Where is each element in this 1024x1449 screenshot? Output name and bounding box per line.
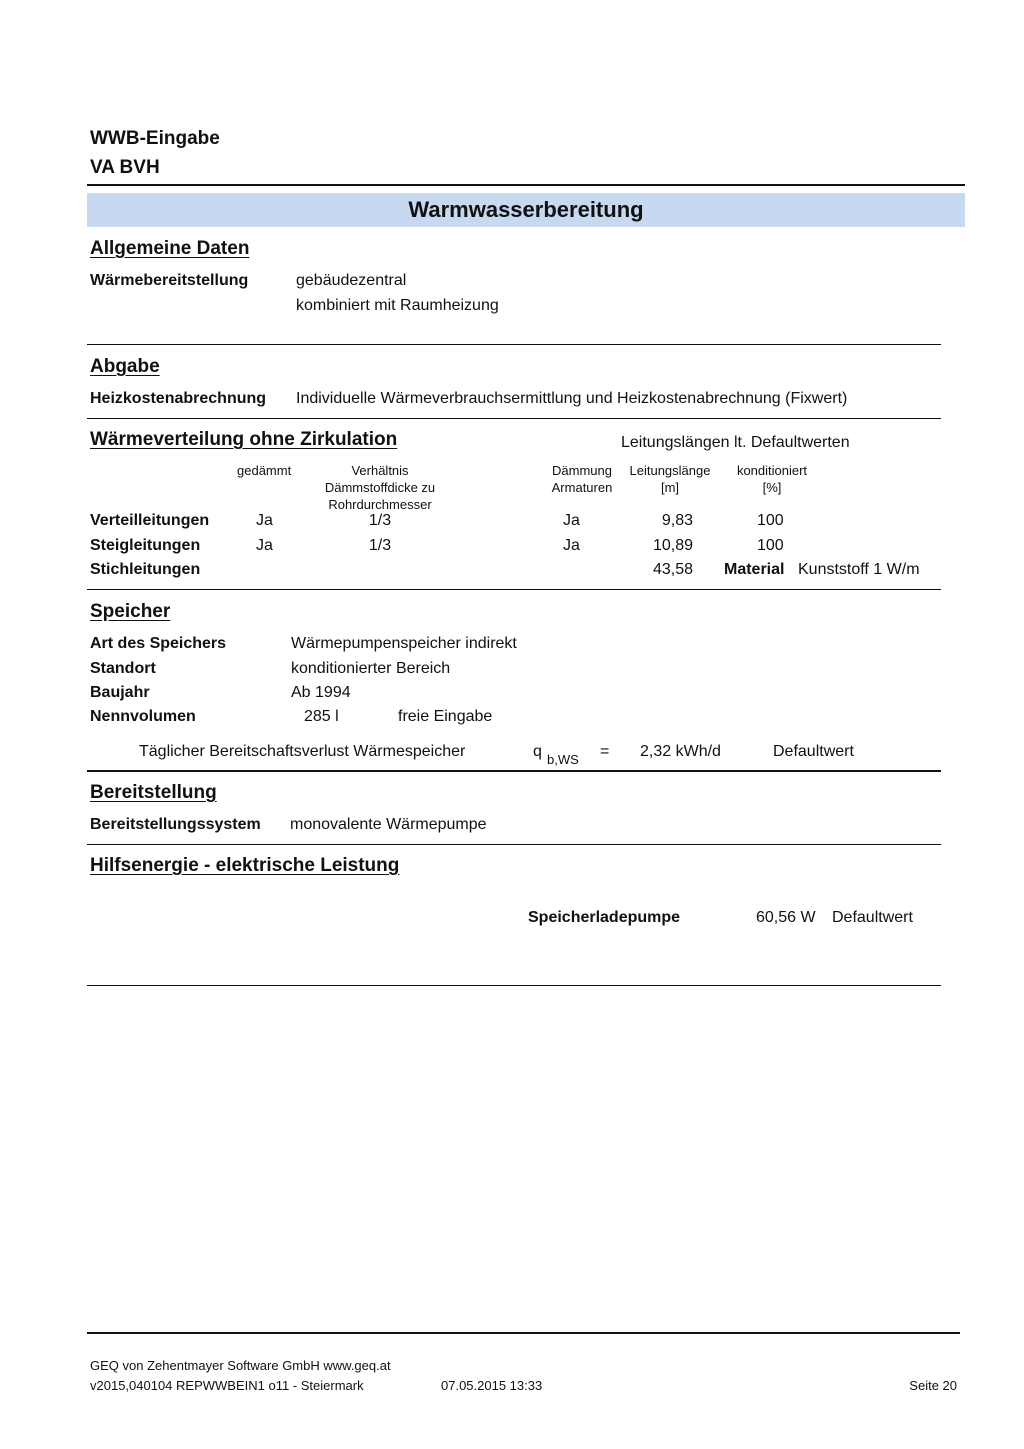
col-header-daemmung: Dämmung	[552, 463, 612, 478]
nennvolumen-label: Nennvolumen	[90, 708, 196, 725]
q-symbol: q	[533, 743, 542, 760]
verlust-value: 2,32 kWh/d	[640, 743, 721, 760]
footer-company: GEQ von Zehentmayer Software GmbH www.geq.at	[90, 1358, 391, 1373]
waermebereitstellung-label: Wärmebereitstellung	[90, 272, 249, 289]
verlust-label: Täglicher Bereitschaftsverlust Wärmespeicher	[139, 743, 466, 760]
nennvolumen-note: freie Eingabe	[398, 708, 493, 725]
nennvolumen-value: 285 l	[304, 708, 339, 725]
col-header-konditioniert-unit: [%]	[762, 480, 782, 495]
bereitstellung-title: Bereitstellung	[90, 782, 217, 803]
row-laenge: 43,58	[652, 561, 693, 578]
row-konditioniert: 100	[757, 537, 784, 554]
col-header-daemmstoffdicke: Dämmstoffdicke zu	[324, 480, 436, 495]
baujahr-label: Baujahr	[90, 684, 150, 701]
heizkostenabrechnung-label: Heizkostenabrechnung	[90, 390, 267, 407]
speicherladepumpe-value: 60,56 W	[756, 909, 816, 926]
section-banner	[87, 193, 965, 227]
divider	[87, 985, 941, 986]
col-header-leitungslaenge-unit: [m]	[660, 480, 680, 495]
material-value: Kunststoff 1 W/m	[798, 561, 920, 578]
project-name: VA BVH	[90, 157, 160, 178]
row-label: Steigleitungen	[90, 537, 201, 554]
verteilung-note: Leitungslängen lt. Defaultwerten	[621, 434, 850, 451]
header-divider	[87, 184, 965, 186]
row-daemmung: Ja	[563, 537, 580, 554]
page-number: Seite 20	[909, 1378, 957, 1393]
speicherladepumpe-note: Defaultwert	[832, 909, 913, 926]
row-gedaemmt: Ja	[256, 512, 273, 529]
row-verhaeltnis: 1/3	[368, 512, 392, 529]
row-label: Stichleitungen	[90, 561, 201, 578]
abgabe-title: Abgabe	[90, 356, 160, 377]
hilfsenergie-title: Hilfsenergie - elektrische Leistung	[90, 855, 400, 876]
divider	[87, 589, 941, 590]
standort-label: Standort	[90, 660, 156, 677]
speicher-title: Speicher	[90, 601, 171, 622]
q-subscript: b,WS	[547, 752, 579, 767]
col-header-armaturen: Armaturen	[551, 480, 613, 495]
speicherladepumpe-label: Speicherladepumpe	[528, 909, 681, 926]
baujahr-value: Ab 1994	[291, 684, 351, 701]
col-header-rohrdurchmesser: Rohrdurchmesser	[328, 497, 432, 512]
footer-version: v2015,040104 REPWWBEIN1 o11 - Steiermark	[90, 1378, 364, 1393]
footer-date: 07.05.2015 13:33	[441, 1378, 543, 1393]
waermebereitstellung-value: gebäudezentral	[296, 272, 407, 289]
verteilung-title: Wärmeverteilung ohne Zirkulation	[90, 429, 398, 450]
heizkostenabrechnung-value: Individuelle Wärmeverbrauchsermittlung und Heizkostenabrechnung (Fixwert)	[296, 390, 848, 407]
material-label: Material	[724, 561, 785, 578]
verlust-note: Defaultwert	[773, 743, 854, 760]
divider	[87, 770, 941, 772]
col-header-leitungslaenge: Leitungslänge	[629, 463, 711, 478]
row-laenge: 10,89	[652, 537, 693, 554]
art-value: Wärmepumpenspeicher indirekt	[291, 635, 517, 652]
art-label: Art des Speichers	[90, 635, 227, 652]
banner-title: Warmwasserbereitung	[408, 197, 644, 222]
divider	[87, 844, 941, 845]
col-header-konditioniert: konditioniert	[736, 463, 808, 478]
bereitstellungssystem-label: Bereitstellungssystem	[90, 816, 261, 833]
footer-divider	[87, 1332, 960, 1334]
standort-value: konditionierter Bereich	[291, 660, 451, 677]
divider	[87, 344, 941, 345]
equals-sign: =	[600, 743, 610, 760]
row-konditioniert: 100	[757, 512, 784, 529]
col-header-gedaemmt: gedämmt	[237, 463, 292, 478]
document-title: WWB-Eingabe	[90, 128, 220, 149]
row-gedaemmt: Ja	[256, 537, 273, 554]
row-daemmung: Ja	[563, 512, 580, 529]
row-verhaeltnis: 1/3	[368, 537, 392, 554]
col-header-verhaeltnis: Verhältnis	[351, 463, 409, 478]
divider	[87, 418, 941, 419]
bereitstellungssystem-value: monovalente Wärmepumpe	[290, 816, 487, 833]
row-laenge: 9,83	[661, 512, 693, 529]
row-label: Verteilleitungen	[90, 512, 210, 529]
waermebereitstellung-value-2: kombiniert mit Raumheizung	[296, 297, 499, 314]
allgemein-title: Allgemeine Daten	[90, 238, 250, 259]
